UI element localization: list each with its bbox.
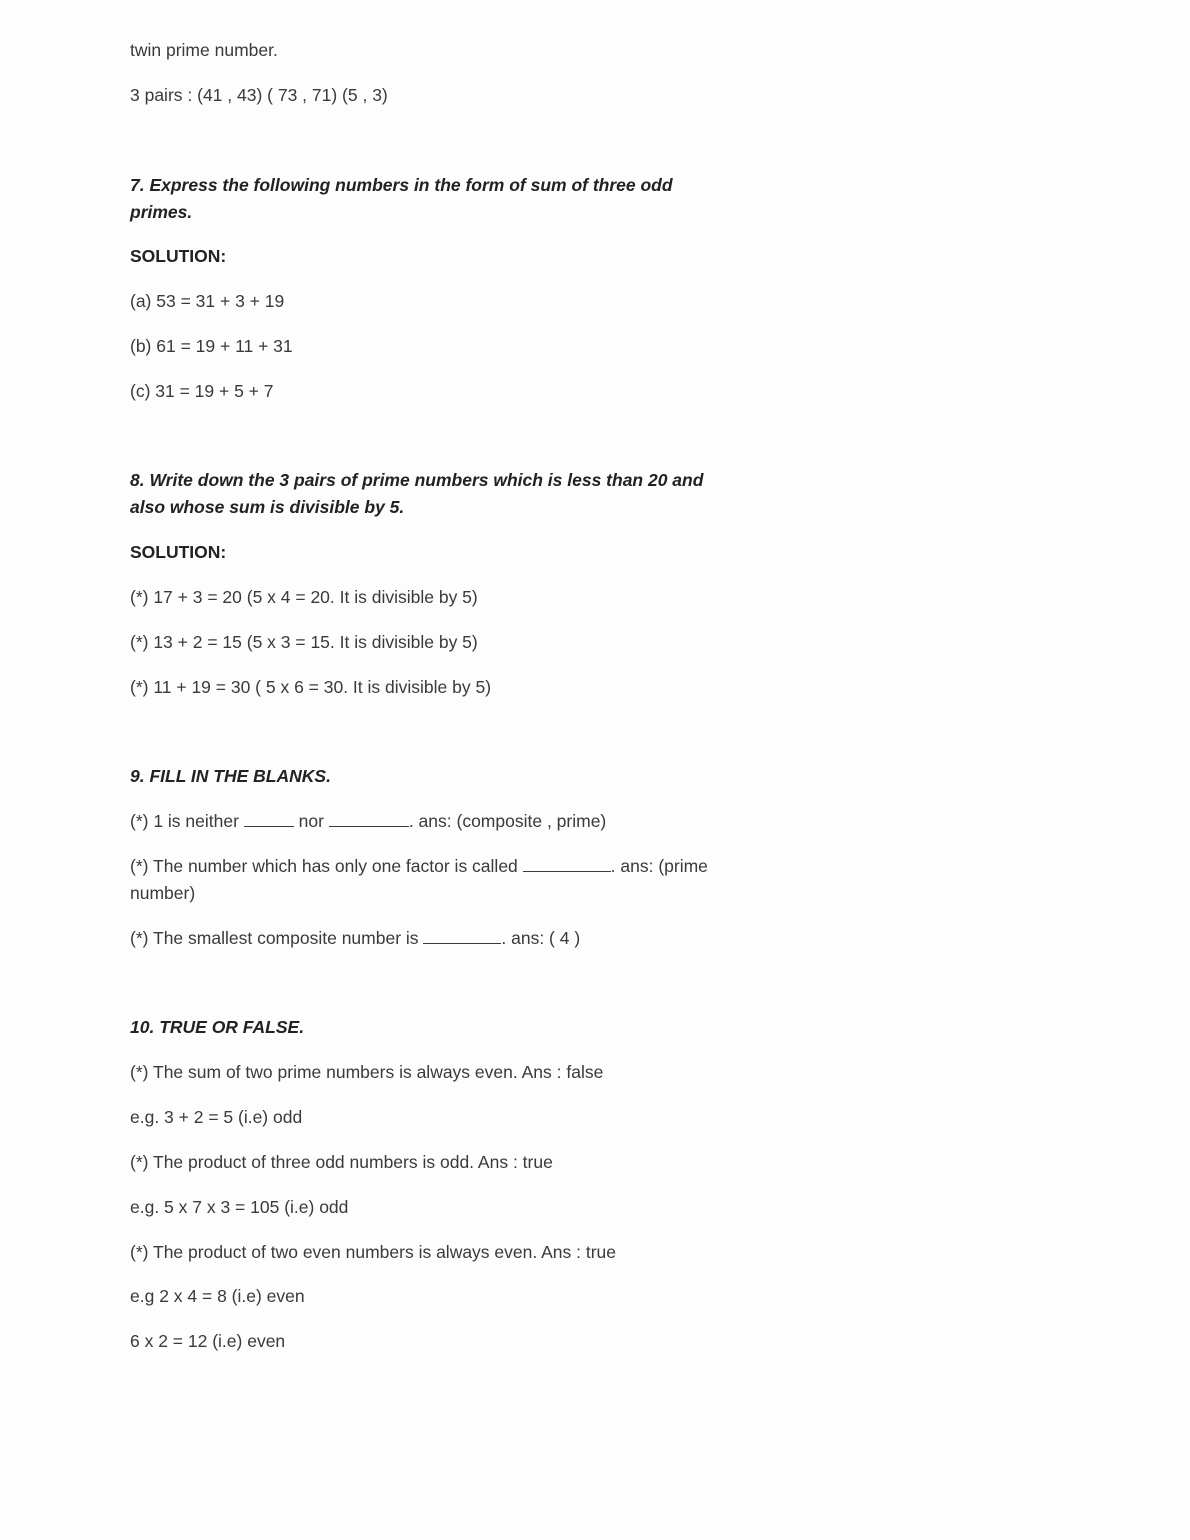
fill-blank-1-text-c: . ans: (composite , prime) [408,811,607,831]
q7-solution-label: SOLUTION: [130,246,227,266]
fill-blank-item-2 [130,853,730,907]
blank-line [329,810,409,827]
q7-answer-c: (c) 31 = 19 + 5 + 7 [130,381,274,401]
fill-blank-3-text-b: . ans: ( 4 ) [501,928,581,948]
q8-solution-label: SOLUTION: [130,542,227,562]
tf-example-3b: 6 x 2 = 12 (i.e) even [130,1331,286,1351]
tf-statement-1: (*) The sum of two prime numbers is always even. Ans : false [130,1062,604,1082]
question-10: 10. TRUE OR FALSE. [130,1017,305,1037]
fill-blank-2-text-a: (*) The number which has only one factor is called [130,856,523,876]
fill-blank-1-text-b: nor [293,811,329,831]
question-9: 9. FILL IN THE BLANKS. [130,766,331,786]
fill-blank-3-text-a: (*) The smallest composite number is [130,928,424,948]
q7-answer-a: (a) 53 = 31 + 3 + 19 [130,291,285,311]
question-7: 7. Express the following numbers in the form of sum of three odd primes. [130,175,673,222]
fill-blank-2-text-b: . ans: (prime number) [130,856,708,903]
question-8: 8. Write down the 3 pairs of prime numbers which is less than 20 and also whose sum is divisible by 5. [130,470,704,517]
q8-answer-2: (*) 13 + 2 = 15 (5 x 3 = 15. It is divisible by 5) [130,632,478,652]
twin-prime-pairs: 3 pairs : (41 , 43) ( 73 , 71) (5 , 3) [130,85,388,105]
continuation-text: twin prime number. [130,40,278,60]
fill-blank-1-text-a: (*) 1 is neither [130,811,244,831]
q7-answer-b: (b) 61 = 19 + 11 + 31 [130,336,293,356]
q8-answer-1: (*) 17 + 3 = 20 (5 x 4 = 20. It is divisible by 5) [130,587,478,607]
tf-example-1: e.g. 3 + 2 = 5 (i.e) odd [130,1107,303,1127]
blank-line [423,927,501,944]
fill-blank-item-3 [130,925,580,952]
q8-answer-3: (*) 11 + 19 = 30 ( 5 x 6 = 30. It is divisible by 5) [130,677,492,697]
blank-line [244,810,294,827]
tf-example-3a: e.g 2 x 4 = 8 (i.e) even [130,1286,305,1306]
blank-line [523,855,611,872]
tf-statement-2: (*) The product of three odd numbers is odd. Ans : true [130,1152,553,1172]
tf-statement-3: (*) The product of two even numbers is always even. Ans : true [130,1242,617,1262]
tf-example-2: e.g. 5 x 7 x 3 = 105 (i.e) odd [130,1197,349,1217]
fill-blank-item-1 [130,808,606,835]
